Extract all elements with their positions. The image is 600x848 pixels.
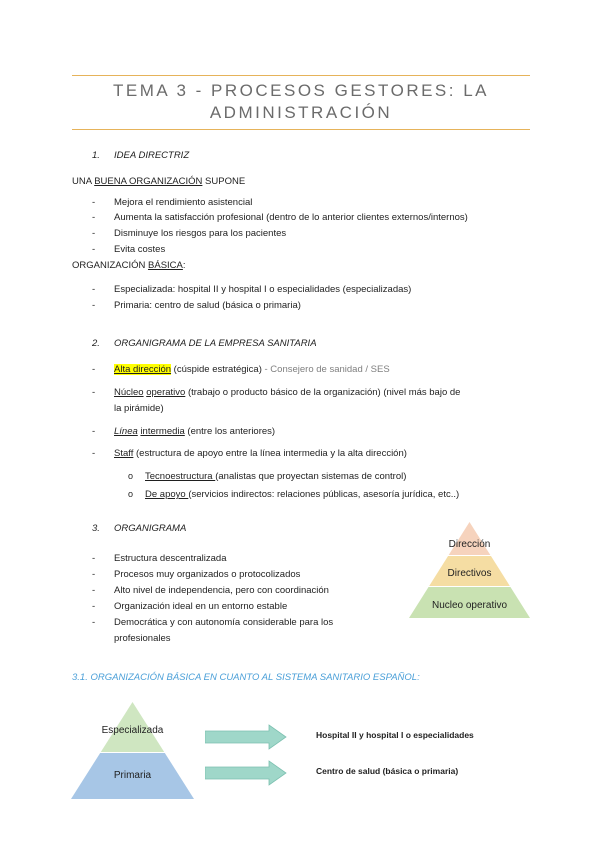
section-1-lead [72, 174, 245, 189]
pyramid-label-middle: Directivos [447, 568, 492, 579]
section-1-title: IDEA DIRECTRIZ [114, 150, 190, 161]
arrow-right-icon [205, 760, 287, 786]
lead-suffix: SUPONE [202, 176, 246, 187]
label-especializada-desc: Hospital II y hospital I o especialidades [316, 730, 474, 740]
organizacion-basica-label: ORGANIZACIÓN BÁSICA: [72, 260, 186, 271]
section-3-heading: 3. ORGANIGRAMA [92, 523, 187, 534]
lead-prefix: UNA [72, 176, 95, 187]
section-1-heading [92, 150, 189, 161]
alta-direccion-label: Alta dirección [114, 364, 172, 375]
label-primaria-desc: Centro de salud (básica o primaria) [316, 766, 459, 776]
section-1-number: 1. [92, 150, 100, 161]
pyramid-label-bottom: Nucleo operativo [431, 600, 508, 611]
pyramid-label-top: Dirección [448, 539, 491, 550]
page-title [72, 80, 530, 124]
pyramid-label-especializada: Especializada [101, 725, 164, 736]
section-2-heading: 2. ORGANIGRAMA DE LA EMPRESA SANITARIA [92, 338, 317, 349]
basic-organization-pyramid [70, 700, 195, 800]
title-top-rule [72, 75, 530, 76]
arrow-right-icon [205, 724, 287, 750]
page-title-line-1: TEMA 3 - PROCESOS GESTORES: LA [112, 81, 490, 100]
organigram-pyramid [407, 520, 532, 620]
page-title-line-2: ADMINISTRACIÓN [209, 103, 393, 122]
pyramid-label-primaria: Primaria [113, 770, 152, 781]
lead-underlined: BUENA ORGANIZACIÓN [94, 176, 203, 187]
title-bottom-rule [72, 129, 530, 130]
section-3-1-heading: 3.1. ORGANIZACIÓN BÁSICA EN CUANTO AL SISTEMA SANITARIO ESPAÑOL: [72, 672, 420, 683]
